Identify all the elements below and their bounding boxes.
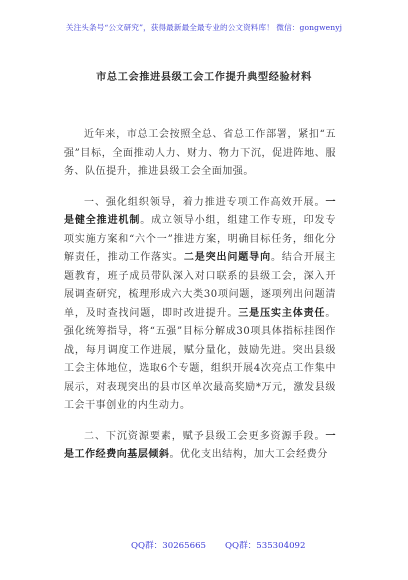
page-footer (0, 539, 408, 553)
paragraph-section-2 (64, 428, 336, 465)
paragraph-text: 。结合开展主题教育，班子成员带队深入对口联系的县级工会，深入开展调查研究，梳理形成六大类30项问题，逐项列出问题清单，及时查找问题，即时改进提升。 (64, 252, 336, 319)
paragraph-text: 。强化统筹指导，将“五强”目标分解成30项具体指标挂图作战，每月调度工作进展，赋分量化，鼓励先进。突出县级工会主体地位，选取6个专题，组织开展4次亮点工作集中展示，对表现突出的县市区单次最高奖励*万元，激发县级工会干事创业的内生动力。 (64, 307, 336, 411)
document-body (64, 126, 336, 465)
paragraph-section-1 (64, 194, 336, 416)
paragraph-text: 。优化支出结构，加大工会经费分 (169, 449, 328, 460)
section-heading: 一、强化组织领导，着力推进专项工作高效开展。 (84, 196, 326, 208)
bold-point: 一是工作经费向基层倾斜 (64, 430, 336, 460)
paragraph-text: 近年来，市总工会按照全总、省总工作部署，紧扣“五强”目标，全面推动人力、财力、物力下沉，促进阵地、服务、队伍提升，推进县级工会全面加强。 (64, 129, 336, 177)
qq-group-1: QQ群：30265665 (131, 541, 207, 551)
paragraph-intro (64, 126, 336, 182)
bold-point: 一是健全推进机制 (64, 196, 336, 226)
document-title: 市总工会推进县级工会工作提升典型经验材料 (96, 71, 312, 83)
bold-point: 三是压实主体责任 (238, 307, 326, 319)
page-header: 关注头条号“公文研究”，获得最新最全最专业的公文资料库！ 微信：gongwenyj (65, 23, 343, 32)
section-heading: 二、下沉资源要素，赋予县级工会更多资源手段。 (84, 430, 326, 442)
bold-point: 二是突出问题导向 (183, 252, 271, 263)
qq-group-2: QQ群：535304092 (225, 541, 306, 551)
paragraph-text: 。成立领导小组，组建工作专班，印发专项实施方案和“六个一”推进方案，明确目标任务，细化分解责任，推动工作落实。 (64, 215, 336, 263)
